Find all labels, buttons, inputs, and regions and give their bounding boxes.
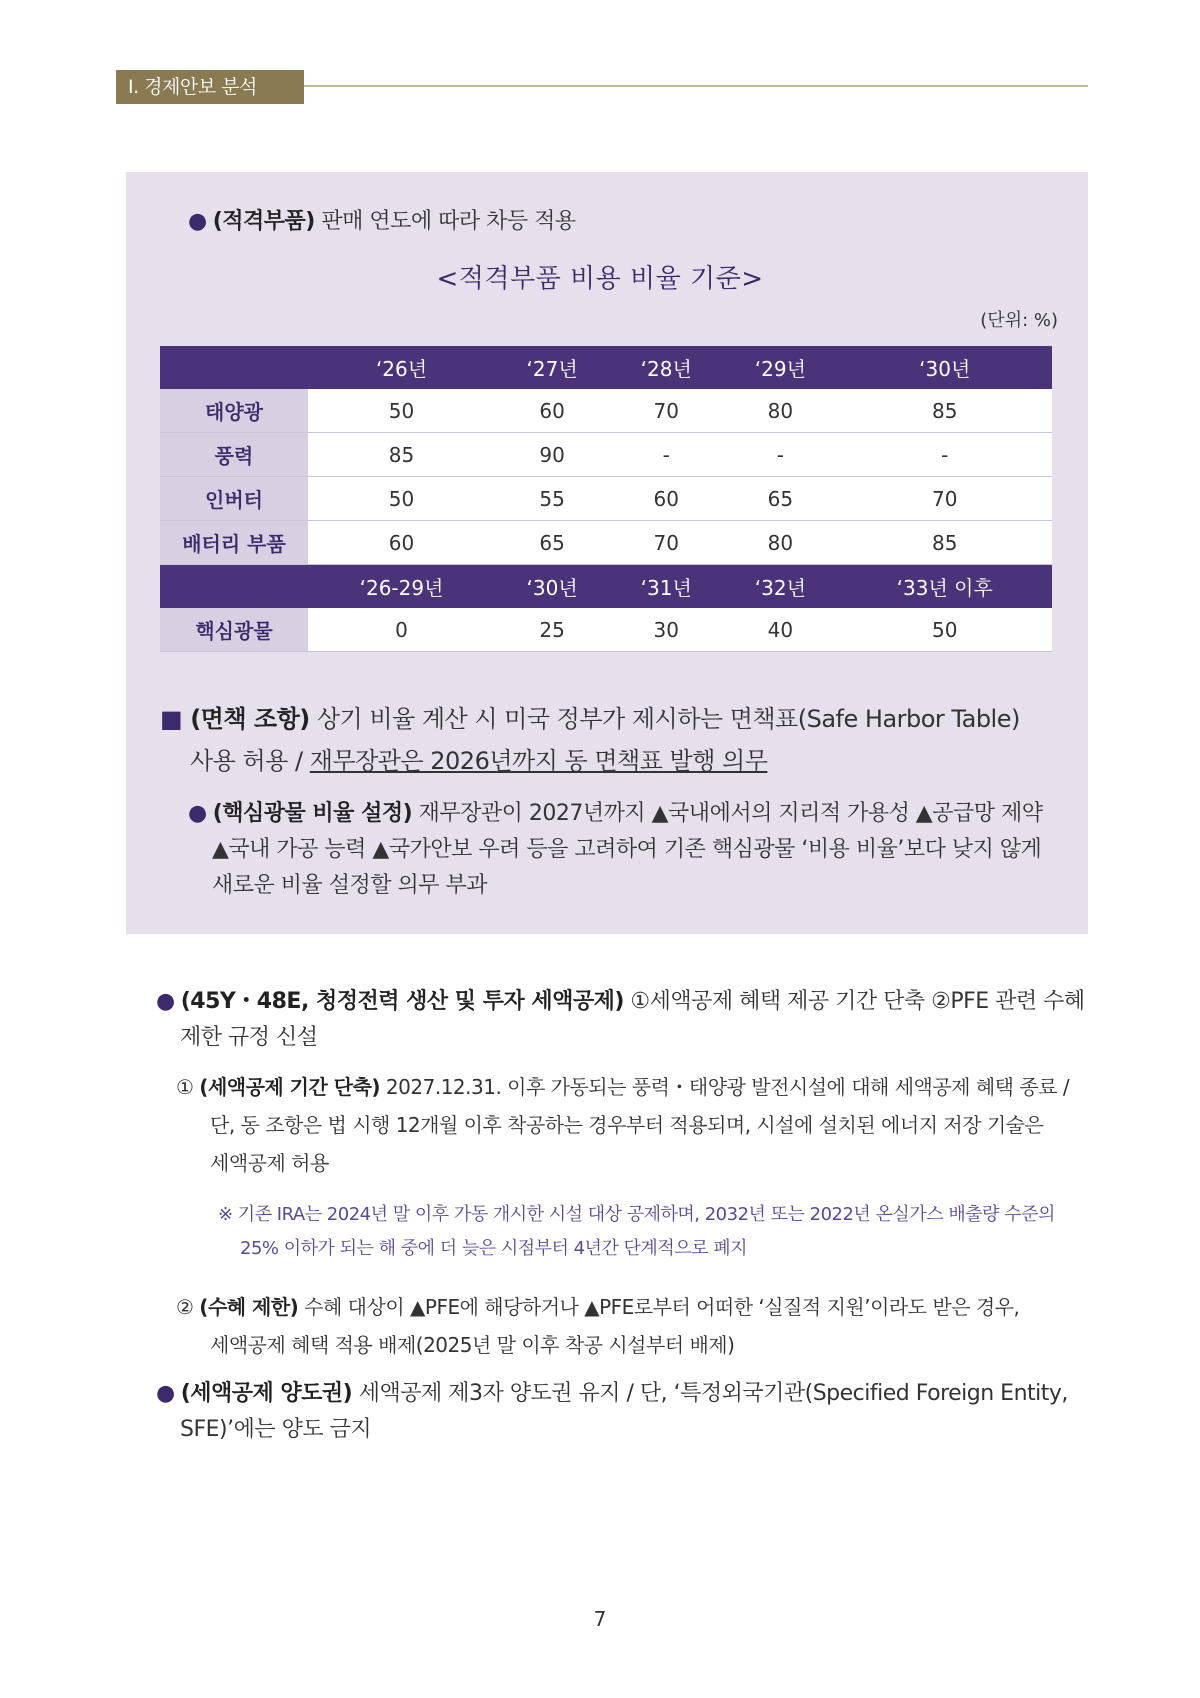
table-row [160, 608, 1052, 652]
header-cell: ‘33년 이후 [837, 565, 1052, 609]
item-label: (세액공제 기간 단축) [199, 1075, 381, 1099]
bullet-label: (적격부품) [212, 209, 315, 234]
table-cell: - [609, 433, 723, 477]
bullet-label: (핵심광물 비율 설정) [212, 801, 413, 826]
bullet-dot-icon: ● [156, 989, 175, 1014]
row-label: 핵심광물 [160, 608, 308, 652]
table-cell: 90 [495, 433, 609, 477]
bullet-dot-icon: ● [188, 801, 207, 826]
table-cell: 80 [723, 521, 837, 565]
cost-ratio-table [160, 346, 1052, 652]
square-bullet-icon: ■ [160, 705, 183, 733]
row-label: 인버터 [160, 477, 308, 521]
item-text: 2027.12.31. 이후 가동되는 풍력・태양광 발전시설에 대해 세액공제 혜택 종료 / [380, 1075, 1070, 1099]
bullet-line-2: ▲국내 가공 능력 ▲국가안보 우려 등을 고려하여 기존 핵심광물 ‘비용 비율’보다 낮지 않게 [212, 837, 1042, 862]
page-number: 7 [593, 1607, 607, 1631]
table-cell: 60 [609, 477, 723, 521]
box-bullet-critical-minerals [188, 796, 1068, 904]
bullet-line-2: 제한 규정 신설 [180, 1025, 318, 1050]
item-number: ② [176, 1295, 194, 1319]
main-bullet-transferability [156, 1376, 1096, 1448]
header-cell: ‘26년 [308, 346, 495, 389]
square-line-1 [160, 698, 1060, 740]
header-cell: ‘30년 [495, 565, 609, 609]
square-label: (면책 조항) [190, 705, 310, 733]
header-divider [304, 85, 1088, 87]
header-cell: ‘29년 [723, 346, 837, 389]
table-cell: 70 [837, 477, 1052, 521]
table-row [160, 477, 1052, 521]
table-cell: - [723, 433, 837, 477]
table-cell: 65 [723, 477, 837, 521]
bullet-text: 판매 연도에 따라 차등 적용 [314, 209, 576, 234]
bullet-dot-icon: ● [156, 1381, 175, 1406]
box-bullet-qualified-parts [188, 204, 576, 240]
table-cell: 50 [308, 389, 495, 433]
item-label: (수혜 제한) [199, 1295, 299, 1319]
table-cell: 50 [837, 608, 1052, 652]
table-cell: 0 [308, 608, 495, 652]
header-empty-cell [160, 346, 308, 389]
note-line-1: ※ 기존 IRA는 2024년 말 이후 가동 개시한 시설 대상 공제하며, 2032년 또는 2022년 온실가스 배출량 수준의 [218, 1204, 1055, 1225]
bullet-text: 세액공제 제3자 양도권 유지 / 단, ‘특정외국기관(Specified Foreign Entity, [352, 1381, 1068, 1406]
table-cell: 30 [609, 608, 723, 652]
item-line-2: 단, 동 조항은 법 시행 12개월 이후 착공하는 경우부터 적용되며, 시설에 설치된 에너지 저장 기술은 [210, 1113, 1044, 1137]
table-cell: 65 [495, 521, 609, 565]
table-cell: 80 [723, 389, 837, 433]
table-row [160, 389, 1052, 433]
table-cell: 85 [837, 521, 1052, 565]
item-text: 수혜 대상이 ▲PFE에 해당하거나 ▲PFE로부터 어떠한 ‘실질적 지원’이라도 받은 경우, [298, 1295, 1020, 1319]
header-cell: ‘28년 [609, 346, 723, 389]
header-cell: ‘27년 [495, 346, 609, 389]
box-square-safe-harbor [160, 698, 1060, 782]
section-header-tag: Ⅰ. 경제안보 분석 [116, 70, 304, 104]
item-credit-period [176, 1068, 1096, 1182]
ira-note [218, 1198, 1098, 1266]
row-label: 풍력 [160, 433, 308, 477]
item-line-1 [176, 1288, 1096, 1326]
table-cell: - [837, 433, 1052, 477]
header-cell: ‘32년 [723, 565, 837, 609]
header-cell: ‘31년 [609, 565, 723, 609]
header-empty-cell [160, 565, 308, 609]
table-cell: 70 [609, 389, 723, 433]
bullet-line-2: SFE)’에는 양도 금지 [180, 1417, 372, 1442]
row-label: 태양광 [160, 389, 308, 433]
item-line-3: 세액공제 허용 [210, 1151, 329, 1175]
table-title: <적격부품 비용 비율 기준> [436, 264, 764, 294]
bullet-dot-icon: ● [188, 209, 207, 234]
item-line-1 [176, 1068, 1096, 1106]
table-cell: 60 [308, 521, 495, 565]
table-cell: 85 [837, 389, 1052, 433]
square-text: 상기 비율 계산 시 미국 정부가 제시하는 면책표(Safe Harbor Table) [309, 705, 1020, 733]
bullet-text: ①세액공제 혜택 제공 기간 단축 ②PFE 관련 수혜 [623, 989, 1085, 1014]
table-cell: 25 [495, 608, 609, 652]
square-line-2 [160, 740, 1060, 782]
bullet-line-1 [156, 984, 1096, 1020]
table-cell: 85 [308, 433, 495, 477]
bullet-label: (45Y・48E, 청정전력 생산 및 투자 세액공제) [180, 989, 624, 1014]
table-cell: 50 [308, 477, 495, 521]
square-underlined-text: 재무장관은 2026년까지 동 면책표 발행 의무 [309, 747, 768, 775]
row-label: 배터리 부품 [160, 521, 308, 565]
main-bullet-tax-credit [156, 984, 1096, 1056]
bullet-text: 재무장관이 2027년까지 ▲국내에서의 지리적 가용성 ▲공급망 제약 [412, 801, 1043, 826]
table-header-row [160, 346, 1052, 389]
bullet-line-1 [188, 796, 1068, 832]
table-row [160, 433, 1052, 477]
note-line-2: 25% 이하가 되는 해 중에 더 늦은 시점부터 4년간 단계적으로 폐지 [240, 1238, 747, 1259]
table-cell: 40 [723, 608, 837, 652]
square-text-2: 사용 허용 / [190, 747, 310, 775]
table-unit: (단위: %) [980, 310, 1058, 331]
item-number: ① [176, 1075, 194, 1099]
header-cell: ‘26-29년 [308, 565, 495, 609]
table-row [160, 521, 1052, 565]
item-line-2: 세액공제 혜택 적용 배제(2025년 말 이후 착공 시설부터 배제) [210, 1333, 735, 1357]
bullet-label: (세액공제 양도권) [180, 1381, 353, 1406]
bullet-line-1 [156, 1376, 1096, 1412]
header-cell: ‘30년 [837, 346, 1052, 389]
table-cell: 55 [495, 477, 609, 521]
item-benefit-restriction [176, 1288, 1096, 1364]
table-header-row [160, 565, 1052, 609]
table-cell: 60 [495, 389, 609, 433]
table-cell: 70 [609, 521, 723, 565]
bullet-line-3: 새로운 비율 설정할 의무 부과 [212, 873, 487, 898]
